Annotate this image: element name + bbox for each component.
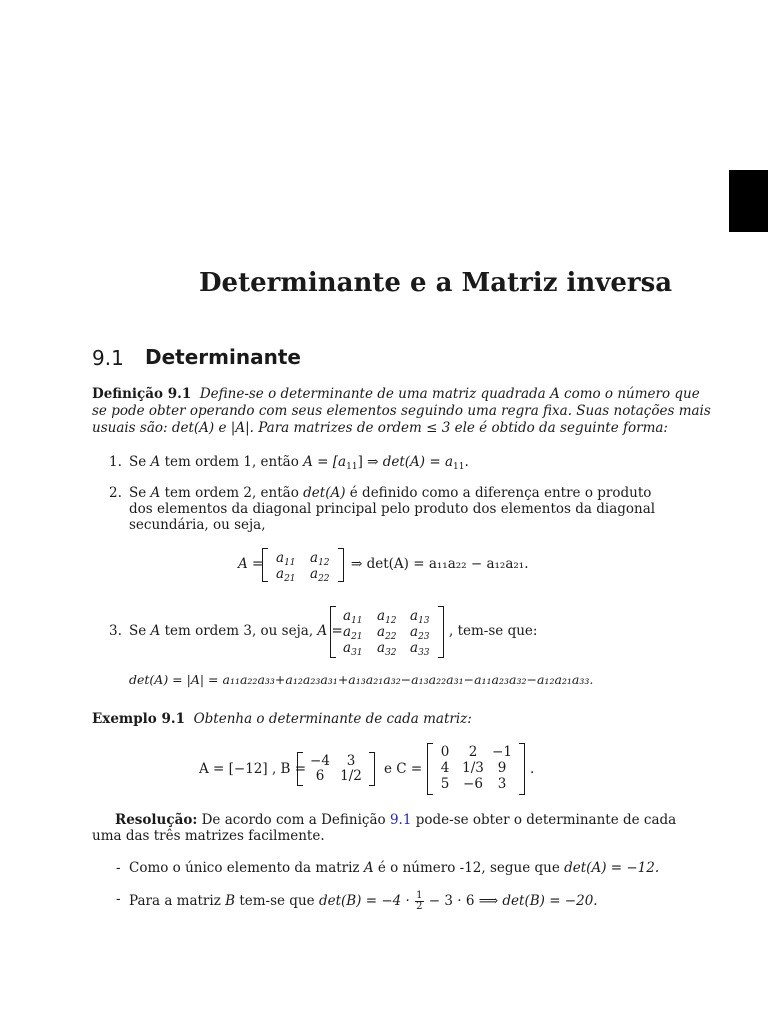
left-bracket xyxy=(297,752,303,786)
matrix-cell: 3 xyxy=(346,753,356,769)
definition-line-2: se pode obter operando com seus elementos seguindo uma regra fixa. Suas notações mais xyxy=(92,403,711,419)
item-1-text: Se A tem ordem 1, então $A = [a_{11}]$ ⇒ $\det(A) = a_{11}$. xyxy=(129,454,469,472)
matrix-cell: −1 xyxy=(492,744,512,760)
matrix-cell: 6 xyxy=(315,768,325,784)
definition-label: Definição 9.1 xyxy=(92,386,192,402)
definition-text: Define-se o determinante de uma matriz quadrada A como o número que xyxy=(199,386,700,402)
resolution-line-1: Resolução: De acordo com a Definição 9.1 pode-se obter o determinante de cada xyxy=(115,812,677,828)
matrix-cell: 2 xyxy=(468,744,478,760)
resolution-label: Resolução: xyxy=(115,812,198,828)
matrix-cell: −6 xyxy=(463,776,483,792)
example-A-B-lhs: A = [−12] , B = xyxy=(199,761,307,777)
matrix-cell: 9 xyxy=(497,760,507,776)
matrix-cell: 4 xyxy=(440,760,450,776)
matrix-cell: $a_{21}$ xyxy=(276,566,296,584)
item-2-line-3: secundária, ou seja, xyxy=(129,517,266,533)
chapter-thumb-tab xyxy=(729,170,768,232)
matrix-cell: $a_{32}$ xyxy=(377,640,397,658)
eq2-lhs: A = xyxy=(238,556,264,572)
matrix-cell: $a_{13}$ xyxy=(410,608,430,626)
example-line xyxy=(92,711,472,728)
matrix-cell: $a_{11}$ xyxy=(343,608,363,626)
fraction: $\frac{1}{2}$ xyxy=(416,890,423,912)
eq2-rhs: ⇒ det(A) = a₁₁a₂₂ − a₁₂a₂₁. xyxy=(351,556,529,572)
matrix-cell: −4 xyxy=(310,753,330,769)
item-1-number: 1. xyxy=(109,454,122,470)
definition-ref-link[interactable]: 9.1 xyxy=(389,812,412,828)
matrix-cell: $a_{33}$ xyxy=(410,640,430,658)
example-mid: e C = xyxy=(384,761,423,777)
item-3-tail: , tem-se que: xyxy=(449,623,538,639)
section-title: Determinante xyxy=(145,345,301,369)
item-2-line-2: dos elementos da diagonal principal pelo produto dos elementos da diagonal xyxy=(129,501,656,517)
matrix-cell: $a_{22}$ xyxy=(310,566,330,584)
matrix-2x2 xyxy=(262,548,346,582)
example-text: Obtenha o determinante de cada matriz: xyxy=(193,711,472,727)
left-bracket xyxy=(427,743,433,795)
bullet-2-text: Para a matriz B tem-se que det(B) = −4 · $\frac{1}{2}$ − 3 · 6 ⟹ det(B) = −20. xyxy=(129,890,598,912)
matrix-cell: 0 xyxy=(440,744,450,760)
matrix-B xyxy=(297,752,377,786)
det3-formula: det(A) = |A| = a₁₁a₂₂a₃₃+a₁₂a₂₃a₃₁+a₁₃a₂₁a₃₂−a₁₃a₂₂a₃₁−a₁₁a₂₃a₃₂−a₁₂a₂₁a₃₃. xyxy=(129,672,594,687)
item-2-number: 2. xyxy=(109,485,122,501)
bullet-dash: - xyxy=(116,860,121,876)
chapter-title: Determinante e a Matriz inversa xyxy=(199,268,673,298)
matrix-cell: $a_{23}$ xyxy=(410,624,430,642)
matrix-cell: $a_{12}$ xyxy=(310,550,330,568)
right-bracket xyxy=(338,548,344,582)
left-bracket xyxy=(262,548,268,582)
matrix-cell: 3 xyxy=(497,776,507,792)
matrix-cell: $a_{21}$ xyxy=(343,624,363,642)
right-bracket xyxy=(519,743,525,795)
matrix-cell: $a_{22}$ xyxy=(377,624,397,642)
definition-line-1 xyxy=(92,386,700,403)
section-number: 9.1 xyxy=(92,346,124,370)
matrix-cell: $a_{12}$ xyxy=(377,608,397,626)
left-bracket xyxy=(330,606,336,658)
item-3-number: 3. xyxy=(109,623,122,639)
right-bracket xyxy=(369,752,375,786)
matrix-cell: 1/3 xyxy=(462,760,484,776)
resolution-line-2: uma das três matrizes facilmente. xyxy=(92,828,325,844)
example-end: . xyxy=(530,761,535,777)
right-bracket xyxy=(438,606,444,658)
matrix-cell: 5 xyxy=(440,776,450,792)
matrix-cell: $a_{31}$ xyxy=(343,640,363,658)
bullet-1-text: Como o único elemento da matriz A é o número -12, segue que det(A) = −12. xyxy=(129,860,660,876)
matrix-cell: $a_{11}$ xyxy=(276,550,296,568)
example-label: Exemplo 9.1 xyxy=(92,711,185,727)
matrix-3x3 xyxy=(330,606,446,658)
matrix-C xyxy=(427,743,527,795)
matrix-cell: 1/2 xyxy=(340,768,362,784)
bullet-dash: - xyxy=(116,891,121,907)
item-2-line-1: Se A tem ordem 2, então det(A) é definido como a diferença entre o produto xyxy=(129,485,652,501)
item-3-text: Se A tem ordem 3, ou seja, A = xyxy=(129,623,343,639)
definition-line-3: usuais são: det(A) e |A|. Para matrizes de ordem ≤ 3 ele é obtido da seguinte forma: xyxy=(92,420,668,436)
